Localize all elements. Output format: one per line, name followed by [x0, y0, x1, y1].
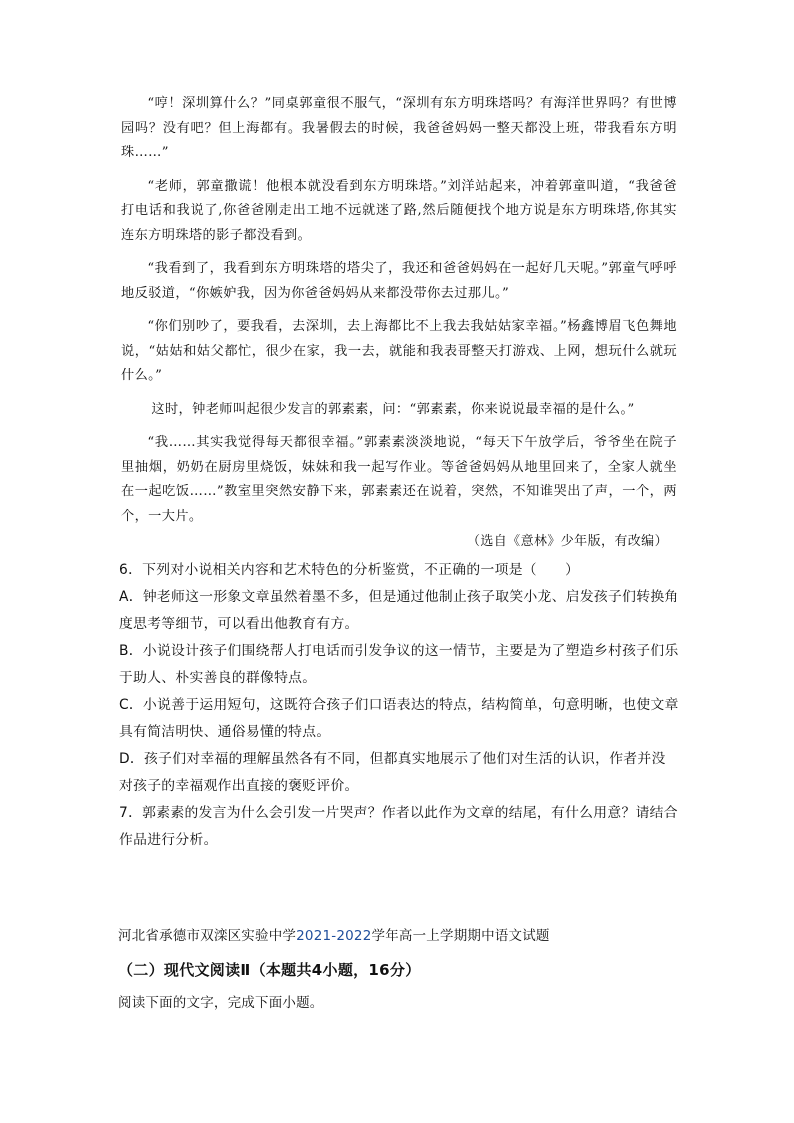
story-paragraph: “你们别吵了，要我看，去深圳，去上海都比不上我去我姑姑家幸福。”杨鑫博眉飞色舞地说，“姑姑和姑父都忙，很少在家，我一去，就能和我表哥整天打游戏、上网，想玩什么就玩什么。” — [121, 319, 677, 383]
question-7-stem: 7．郭素素的发言为什么会引发一片哭声？作者以此作为文章的结尾，有什么用意？请结合作品进行分析。 — [119, 805, 678, 848]
exam-year: 2021-2022 — [296, 928, 372, 944]
exam-title — [118, 926, 698, 946]
option-d: D．孩子们对幸福的理解虽然各有不同，但都真实地展示了他们对生活的认识，作者并没对孩子的幸福观作出直接的褒贬评价。 — [119, 751, 666, 794]
next-section — [118, 926, 698, 1013]
story-paragraph: “哼！深圳算什么？”同桌郭童很不服气，“深圳有东方明珠塔吗？有海洋世界吗？有世博园吗？没有吧？但上海都有。我暑假去的时候，我爸爸妈妈一整天都没上班，带我看东方明珠……” — [121, 96, 677, 160]
question-6-stem: 6．下列对小说相关内容和艺术特色的分析鉴赏，不正确的一项是（ ） — [119, 562, 580, 578]
exam-name: 学年高一上学期期中语文试题 — [371, 928, 550, 944]
exam-school: 河北省承德市双滦区实验中学 — [118, 928, 297, 944]
option-b: B．小说设计孩子们围绕帮人打电话而引发争议的这一情节，主要是为了塑造乡村孩子们乐于助人、朴实善良的群像特点。 — [119, 643, 679, 686]
story-source: （选自《意林》少年版，有改编） — [466, 534, 668, 549]
story-paragraph: “老师，郭童撒谎！他根本就没看到东方明珠塔。”刘洋站起来，冲着郭童叫道，“我爸爸打电话和我说了,你爸爸刚走出工地不远就迷了路,然后随便找个地方说是东方明珠塔,你其实连东方明珠塔的影子都没看到。 — [121, 178, 677, 243]
option-c: C．小说善于运用短句，这既符合孩子们口语表达的特点，结构简单，句意明晰，也使文章具有简洁明快、通俗易懂的特点。 — [119, 697, 679, 740]
story-text — [121, 92, 677, 538]
option-a: A．钟老师这一形象文章虽然着墨不多，但是通过他制止孩子取笑小龙、启发孩子们转换角度思考等细节，可以看出他教育有方。 — [119, 589, 679, 632]
story-paragraph: “我看到了，我看到东方明珠塔的塔尖了，我还和爸爸妈妈在一起好几天呢。”郭童气呼呼地反驳道，“你嫉妒我，因为你爸爸妈妈从来都没带你去过那儿。” — [121, 261, 677, 301]
section-title: （二）现代文阅读Ⅱ（本题共4小题，16分） — [118, 961, 421, 979]
story-paragraph: 这时，钟老师叫起很少发言的郭素素，问：“郭素素，你来说说最幸福的是什么。” — [151, 401, 635, 417]
section-instruction: 阅读下面的文字，完成下面小题。 — [118, 995, 324, 1011]
story-paragraph: “我……其实我觉得每天都很幸福。”郭素素淡淡地说，“每天下午放学后，爷爷坐在院子里抽烟，奶奶在厨房里烧饭，妹妹和我一起写作业。等爸爸妈妈从地里回来了，全家人就坐在一起吃饭……”教室里突然安静下来，郭素素还在说着，突然，不知谁哭出了声，一个，两个，一大片。 — [121, 435, 677, 524]
question-list — [119, 557, 679, 854]
